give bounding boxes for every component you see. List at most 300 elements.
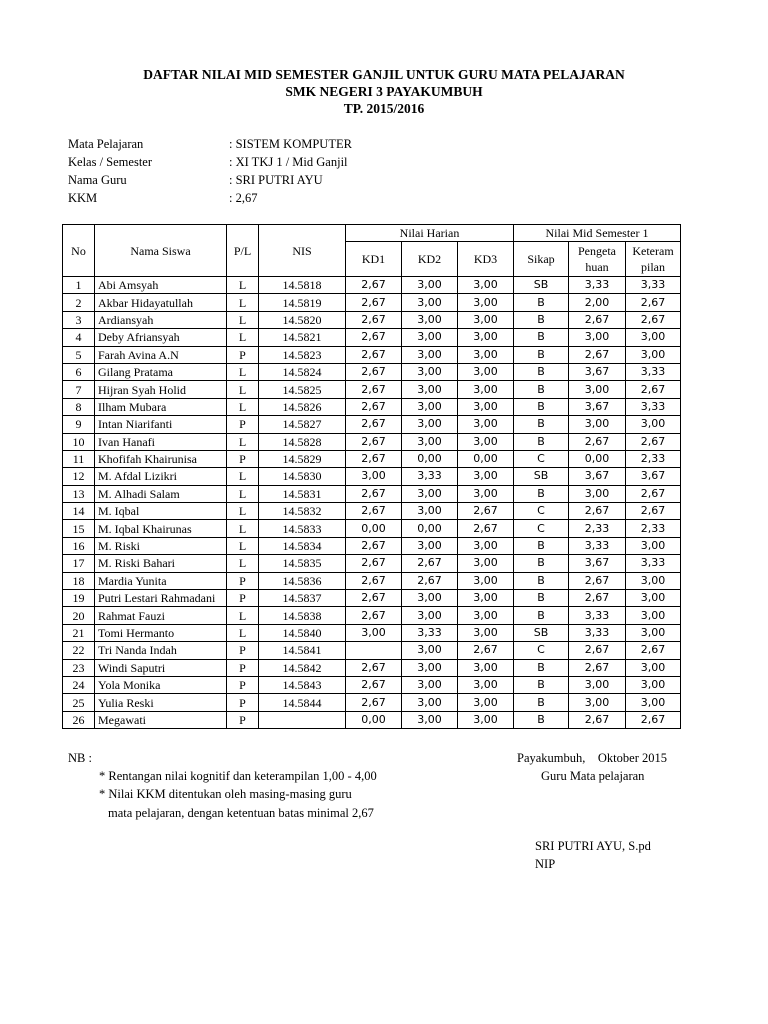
cell-pengetahuan: 2,67 (569, 590, 626, 607)
cell-keterampilan: 2,67 (626, 294, 681, 311)
cell-kd2: 3,00 (402, 277, 458, 294)
cell-pengetahuan: 3,00 (569, 694, 626, 711)
cell-kd1: 2,67 (346, 346, 402, 363)
cell-kd2: 3,00 (402, 398, 458, 415)
cell-sikap: B (514, 329, 569, 346)
cell-pengetahuan: 2,67 (569, 659, 626, 676)
note-kkm-cont: mata pelajaran, dengan ketentuan batas minimal 2,67 (108, 806, 374, 820)
cell-kd2: 3,00 (402, 485, 458, 502)
cell-kd1: 2,67 (346, 433, 402, 450)
header-no: No (63, 225, 95, 277)
cell-keterampilan: 3,33 (626, 555, 681, 572)
cell-kd1: 2,67 (346, 676, 402, 693)
cell-pengetahuan: 2,67 (569, 642, 626, 659)
cell-nis: 14.5843 (259, 676, 346, 693)
signature-nip: NIP (535, 857, 556, 871)
cell-sikap: B (514, 572, 569, 589)
header-nis: NIS (259, 225, 346, 277)
cell-name: Khofifah Khairunisa (95, 450, 227, 467)
cell-no: 9 (63, 416, 95, 433)
grades-table (62, 224, 681, 729)
cell-keterampilan: 2,33 (626, 520, 681, 537)
table-row (63, 363, 681, 380)
cell-nis: 14.5821 (259, 329, 346, 346)
cell-pengetahuan: 2,67 (569, 346, 626, 363)
cell-no: 4 (63, 329, 95, 346)
cell-keterampilan: 3,00 (626, 416, 681, 433)
cell-pl: P (227, 642, 259, 659)
cell-pengetahuan: 0,00 (569, 450, 626, 467)
cell-kd1: 2,67 (346, 381, 402, 398)
cell-kd3: 2,67 (458, 503, 514, 520)
cell-pl: P (227, 694, 259, 711)
cell-pl: L (227, 624, 259, 641)
cell-kd1: 2,67 (346, 277, 402, 294)
cell-nis: 14.5823 (259, 346, 346, 363)
cell-no: 3 (63, 311, 95, 328)
cell-pl: P (227, 346, 259, 363)
cell-keterampilan: 3,00 (626, 346, 681, 363)
cell-name: M. Riski Bahari (95, 555, 227, 572)
cell-no: 25 (63, 694, 95, 711)
table-row (63, 346, 681, 363)
cell-kd1: 2,67 (346, 485, 402, 502)
cell-kd2: 0,00 (402, 520, 458, 537)
cell-kd3: 3,00 (458, 624, 514, 641)
cell-kd3: 3,00 (458, 363, 514, 380)
cell-keterampilan: 2,67 (626, 311, 681, 328)
info-label: KKM (68, 191, 98, 205)
cell-kd3: 3,00 (458, 676, 514, 693)
cell-pl: L (227, 520, 259, 537)
cell-kd3: 3,00 (458, 485, 514, 502)
cell-no: 21 (63, 624, 95, 641)
table-row (63, 642, 681, 659)
cell-no: 10 (63, 433, 95, 450)
cell-kd3: 3,00 (458, 433, 514, 450)
cell-pengetahuan: 3,00 (569, 329, 626, 346)
cell-pl: L (227, 294, 259, 311)
cell-nis: 14.5835 (259, 555, 346, 572)
cell-kd1: 2,67 (346, 537, 402, 554)
cell-pl: P (227, 450, 259, 467)
cell-name: Gilang Pratama (95, 363, 227, 380)
cell-pengetahuan: 3,67 (569, 555, 626, 572)
cell-nis (259, 711, 346, 728)
cell-kd3: 3,00 (458, 381, 514, 398)
cell-kd2: 3,00 (402, 694, 458, 711)
cell-kd1: 2,67 (346, 694, 402, 711)
cell-keterampilan: 3,33 (626, 398, 681, 415)
cell-no: 22 (63, 642, 95, 659)
cell-pl: L (227, 311, 259, 328)
cell-pl: L (227, 363, 259, 380)
cell-pl: P (227, 676, 259, 693)
cell-nis: 14.5826 (259, 398, 346, 415)
cell-name: Tri Nanda Indah (95, 642, 227, 659)
cell-keterampilan: 2,67 (626, 433, 681, 450)
header-nilai-harian: Nilai Harian (346, 225, 514, 242)
cell-keterampilan: 3,67 (626, 468, 681, 485)
cell-pengetahuan: 3,33 (569, 624, 626, 641)
cell-name: Rahmat Fauzi (95, 607, 227, 624)
cell-pengetahuan: 3,00 (569, 676, 626, 693)
cell-keterampilan: 3,33 (626, 277, 681, 294)
cell-kd2: 3,00 (402, 433, 458, 450)
cell-name: Intan Niarifanti (95, 416, 227, 433)
cell-sikap: B (514, 555, 569, 572)
table-row (63, 659, 681, 676)
cell-sikap: C (514, 503, 569, 520)
table-row (63, 607, 681, 624)
cell-kd2: 3,00 (402, 381, 458, 398)
cell-kd3: 3,00 (458, 329, 514, 346)
cell-keterampilan: 3,00 (626, 590, 681, 607)
cell-pengetahuan: 2,67 (569, 433, 626, 450)
header-pl: P/L (227, 225, 259, 277)
cell-kd1: 2,67 (346, 311, 402, 328)
cell-kd2: 3,00 (402, 416, 458, 433)
cell-kd3: 3,00 (458, 694, 514, 711)
cell-pl: L (227, 433, 259, 450)
cell-kd1: 2,67 (346, 555, 402, 572)
table-row (63, 468, 681, 485)
cell-pengetahuan: 3,33 (569, 607, 626, 624)
cell-pengetahuan: 3,67 (569, 398, 626, 415)
cell-kd3: 3,00 (458, 659, 514, 676)
cell-sikap: C (514, 642, 569, 659)
cell-nis: 14.5842 (259, 659, 346, 676)
cell-pl: P (227, 659, 259, 676)
table-row (63, 555, 681, 572)
cell-pengetahuan: 2,67 (569, 503, 626, 520)
cell-sikap: B (514, 590, 569, 607)
cell-name: Farah Avina A.N (95, 346, 227, 363)
cell-no: 14 (63, 503, 95, 520)
cell-no: 26 (63, 711, 95, 728)
signature-name: SRI PUTRI AYU, S.pd (535, 839, 651, 853)
cell-kd2: 2,67 (402, 572, 458, 589)
cell-no: 17 (63, 555, 95, 572)
cell-kd1: 3,00 (346, 624, 402, 641)
cell-name: Megawati (95, 711, 227, 728)
cell-kd1: 2,67 (346, 590, 402, 607)
cell-nis: 14.5832 (259, 503, 346, 520)
note-range: * Rentangan nilai kognitif dan keterampilan 1,00 - 4,00 (99, 769, 377, 783)
cell-nis: 14.5828 (259, 433, 346, 450)
cell-kd1: 2,67 (346, 607, 402, 624)
info-label: Kelas / Semester (68, 155, 153, 169)
cell-no: 15 (63, 520, 95, 537)
cell-name: Yola Monika (95, 676, 227, 693)
cell-pl: L (227, 277, 259, 294)
table-row (63, 329, 681, 346)
cell-kd2: 3,33 (402, 624, 458, 641)
cell-nis: 14.5844 (259, 694, 346, 711)
cell-nis: 14.5833 (259, 520, 346, 537)
cell-sikap: B (514, 363, 569, 380)
cell-no: 23 (63, 659, 95, 676)
cell-kd1: 2,67 (346, 398, 402, 415)
cell-pl: L (227, 398, 259, 415)
cell-sikap: B (514, 381, 569, 398)
cell-pengetahuan: 3,00 (569, 381, 626, 398)
cell-kd3: 3,00 (458, 572, 514, 589)
cell-kd2: 3,00 (402, 676, 458, 693)
cell-kd1: 0,00 (346, 711, 402, 728)
cell-pengetahuan: 3,67 (569, 363, 626, 380)
cell-sikap: SB (514, 624, 569, 641)
cell-pengetahuan: 2,67 (569, 711, 626, 728)
cell-pl: P (227, 711, 259, 728)
cell-pl: P (227, 416, 259, 433)
cell-kd3: 3,00 (458, 311, 514, 328)
cell-kd3: 3,00 (458, 398, 514, 415)
cell-sikap: B (514, 694, 569, 711)
cell-kd1: 2,67 (346, 416, 402, 433)
cell-pl: L (227, 468, 259, 485)
cell-name: Putri Lestari Rahmadani (95, 590, 227, 607)
cell-kd2: 3,00 (402, 363, 458, 380)
table-row (63, 398, 681, 415)
cell-keterampilan: 2,67 (626, 711, 681, 728)
header-sikap: Sikap (514, 242, 569, 277)
cell-kd2: 3,00 (402, 346, 458, 363)
cell-no: 20 (63, 607, 95, 624)
cell-kd1: 2,67 (346, 503, 402, 520)
table-row (63, 416, 681, 433)
cell-pl: L (227, 381, 259, 398)
header-kd2: KD2 (402, 242, 458, 277)
table-row (63, 711, 681, 728)
cell-pengetahuan: 3,00 (569, 485, 626, 502)
cell-pengetahuan: 2,67 (569, 572, 626, 589)
cell-kd1: 2,67 (346, 294, 402, 311)
cell-name: Hijran Syah Holid (95, 381, 227, 398)
cell-pl: P (227, 590, 259, 607)
cell-kd3: 2,67 (458, 642, 514, 659)
cell-nis: 14.5831 (259, 485, 346, 502)
cell-sikap: B (514, 711, 569, 728)
cell-name: Ilham Mubara (95, 398, 227, 415)
table-row (63, 450, 681, 467)
cell-sikap: B (514, 433, 569, 450)
cell-sikap: B (514, 398, 569, 415)
signature-place-date: Payakumbuh, Oktober 2015 (517, 751, 667, 765)
table-row (63, 433, 681, 450)
cell-no: 12 (63, 468, 95, 485)
cell-kd2: 3,00 (402, 642, 458, 659)
cell-kd2: 3,00 (402, 329, 458, 346)
cell-kd2: 3,00 (402, 607, 458, 624)
note-kkm: * Nilai KKM ditentukan oleh masing-masing guru (99, 787, 352, 801)
cell-kd2: 3,00 (402, 537, 458, 554)
info-value: : XI TKJ 1 / Mid Ganjil (229, 155, 348, 169)
cell-sikap: B (514, 346, 569, 363)
cell-keterampilan: 2,33 (626, 450, 681, 467)
header-nilai-mid: Nilai Mid Semester 1 (514, 225, 681, 242)
cell-nis: 14.5837 (259, 590, 346, 607)
cell-nis: 14.5819 (259, 294, 346, 311)
cell-kd3: 3,00 (458, 711, 514, 728)
cell-keterampilan: 3,33 (626, 363, 681, 380)
cell-sikap: B (514, 311, 569, 328)
table-row (63, 520, 681, 537)
cell-sikap: B (514, 676, 569, 693)
cell-name: Akbar Hidayatullah (95, 294, 227, 311)
table-row (63, 277, 681, 294)
header-name: Nama Siswa (95, 225, 227, 277)
info-label: Mata Pelajaran (68, 137, 144, 151)
cell-pl: L (227, 329, 259, 346)
cell-pl: L (227, 485, 259, 502)
header-kd3: KD3 (458, 242, 514, 277)
cell-kd2: 3,00 (402, 311, 458, 328)
cell-name: Mardia Yunita (95, 572, 227, 589)
cell-name: M. Iqbal (95, 503, 227, 520)
cell-no: 16 (63, 537, 95, 554)
cell-keterampilan: 2,67 (626, 485, 681, 502)
cell-kd1: 2,67 (346, 659, 402, 676)
cell-nis: 14.5818 (259, 277, 346, 294)
cell-pengetahuan: 3,33 (569, 277, 626, 294)
cell-keterampilan: 3,00 (626, 624, 681, 641)
cell-no: 13 (63, 485, 95, 502)
cell-keterampilan: 3,00 (626, 329, 681, 346)
cell-kd3: 2,67 (458, 520, 514, 537)
cell-kd3: 3,00 (458, 346, 514, 363)
signature-role: Guru Mata pelajaran (541, 769, 645, 783)
cell-name: Ardiansyah (95, 311, 227, 328)
cell-kd3: 0,00 (458, 450, 514, 467)
cell-sikap: B (514, 607, 569, 624)
table-row (63, 503, 681, 520)
header-pengetahuan: Pengeta huan (569, 242, 626, 277)
cell-pengetahuan: 2,67 (569, 311, 626, 328)
cell-kd3: 3,00 (458, 277, 514, 294)
cell-nis: 14.5825 (259, 381, 346, 398)
cell-sikap: SB (514, 468, 569, 485)
cell-name: M. Alhadi Salam (95, 485, 227, 502)
table-row (63, 572, 681, 589)
cell-keterampilan: 3,00 (626, 607, 681, 624)
cell-kd2: 2,67 (402, 555, 458, 572)
cell-kd2: 3,33 (402, 468, 458, 485)
cell-pl: L (227, 503, 259, 520)
cell-keterampilan: 3,00 (626, 537, 681, 554)
cell-pl: L (227, 607, 259, 624)
header-keterampilan: Keteram pilan (626, 242, 681, 277)
info-label: Nama Guru (68, 173, 127, 187)
cell-pl: L (227, 537, 259, 554)
cell-kd3: 3,00 (458, 468, 514, 485)
cell-kd3: 3,00 (458, 537, 514, 554)
cell-nis: 14.5836 (259, 572, 346, 589)
cell-name: M. Riski (95, 537, 227, 554)
cell-nis: 14.5830 (259, 468, 346, 485)
cell-sikap: C (514, 520, 569, 537)
cell-nis: 14.5834 (259, 537, 346, 554)
table-row (63, 381, 681, 398)
cell-keterampilan: 3,00 (626, 676, 681, 693)
document-title: DAFTAR NILAI MID SEMESTER GANJIL UNTUK GURU MATA PELAJARAN (143, 67, 625, 82)
cell-kd3: 3,00 (458, 607, 514, 624)
info-value: : SISTEM KOMPUTER (229, 137, 352, 151)
cell-sikap: B (514, 294, 569, 311)
cell-name: M. Afdal Lizikri (95, 468, 227, 485)
cell-sikap: B (514, 485, 569, 502)
cell-keterampilan: 2,67 (626, 381, 681, 398)
cell-sikap: C (514, 450, 569, 467)
cell-keterampilan: 2,67 (626, 642, 681, 659)
cell-kd3: 3,00 (458, 590, 514, 607)
table-row (63, 676, 681, 693)
cell-pengetahuan: 3,00 (569, 416, 626, 433)
cell-kd1: 2,67 (346, 450, 402, 467)
cell-kd2: 3,00 (402, 659, 458, 676)
cell-kd3: 3,00 (458, 555, 514, 572)
cell-kd2: 3,00 (402, 503, 458, 520)
info-value: : SRI PUTRI AYU (229, 173, 323, 187)
cell-keterampilan: 3,00 (626, 694, 681, 711)
cell-pengetahuan: 2,33 (569, 520, 626, 537)
cell-nis: 14.5827 (259, 416, 346, 433)
cell-name: Windi Saputri (95, 659, 227, 676)
cell-no: 18 (63, 572, 95, 589)
cell-no: 2 (63, 294, 95, 311)
school-name: SMK NEGERI 3 PAYAKUMBUH (285, 84, 483, 99)
cell-nis: 14.5824 (259, 363, 346, 380)
cell-nis: 14.5840 (259, 624, 346, 641)
table-row (63, 311, 681, 328)
cell-kd1: 0,00 (346, 520, 402, 537)
cell-kd2: 3,00 (402, 711, 458, 728)
table-row (63, 294, 681, 311)
grades-body (63, 277, 681, 729)
cell-nis: 14.5838 (259, 607, 346, 624)
cell-sikap: B (514, 659, 569, 676)
info-value: : 2,67 (229, 191, 258, 205)
table-row (63, 537, 681, 554)
nb-label: NB : (68, 751, 92, 765)
cell-no: 8 (63, 398, 95, 415)
cell-name: Ivan Hanafi (95, 433, 227, 450)
cell-name: Deby Afriansyah (95, 329, 227, 346)
cell-name: Abi Amsyah (95, 277, 227, 294)
cell-sikap: SB (514, 277, 569, 294)
cell-no: 5 (63, 346, 95, 363)
cell-no: 7 (63, 381, 95, 398)
cell-kd1: 2,67 (346, 329, 402, 346)
cell-kd2: 3,00 (402, 590, 458, 607)
cell-kd3: 3,00 (458, 294, 514, 311)
cell-sikap: B (514, 416, 569, 433)
cell-keterampilan: 3,00 (626, 659, 681, 676)
cell-no: 24 (63, 676, 95, 693)
cell-no: 11 (63, 450, 95, 467)
cell-pengetahuan: 3,33 (569, 537, 626, 554)
cell-name: M. Iqbal Khairunas (95, 520, 227, 537)
cell-kd1: 2,67 (346, 572, 402, 589)
header-kd1: KD1 (346, 242, 402, 277)
table-row (63, 694, 681, 711)
cell-no: 6 (63, 363, 95, 380)
cell-pl: L (227, 555, 259, 572)
cell-kd3: 3,00 (458, 416, 514, 433)
table-row (63, 590, 681, 607)
cell-no: 19 (63, 590, 95, 607)
academic-year: TP. 2015/2016 (343, 101, 425, 116)
